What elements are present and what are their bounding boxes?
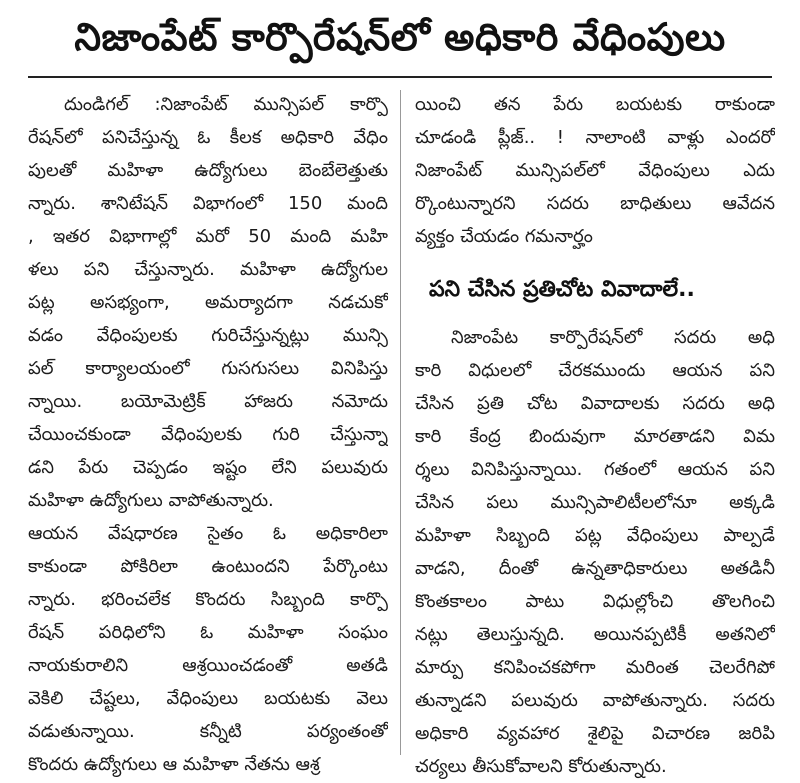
article-line: చూడండి ప్లీజ్.. ! నాలాంటి వాళ్లు ఎందరో <box>415 127 775 148</box>
article-line: డని పేరు చెప్పడం ఇష్టం లేని పలువురు <box>28 457 388 478</box>
article-right-column <box>415 88 775 783</box>
article-line: దుండిగల్ :నిజాంపేట్ మున్సిపల్ కార్పొ <box>64 94 388 115</box>
article-line: మహిళా సిబ్బంది పట్ల వేధింపులు పాల్పడే <box>415 525 775 546</box>
article-line: ర్శలు వినిపిస్తున్నాయి. గతంలో ఆయన పని <box>415 459 775 480</box>
article-line: నాయకురాలిని ఆశ్రయించడంతో అతడి <box>28 655 388 676</box>
article-line: చేయించకుండా వేధింపులకు గురి చేస్తున్నా <box>28 424 388 445</box>
article-line: నిజాంపేట్ మున్సిపల్‌లో వేధింపులు ఎదు <box>415 160 775 181</box>
article-line: వాడని, దీంతో ఉన్నతాధికారులు అతడినీ <box>415 558 775 579</box>
article-line: కొంతకాలం పాటు విధుల్లోంచి తొలగించి <box>415 591 775 612</box>
article-line: ళలు పని చేస్తున్నారు. మహిళా ఉద్యోగుల <box>28 259 388 280</box>
article-line: తున్నాడని పలువురు వాపోతున్నారు. సదరు <box>415 690 775 711</box>
article-line: న్నారు. శానిటేషన్ విభాగంలో 150 మంది <box>28 193 388 214</box>
column-divider <box>400 90 401 755</box>
subheading: పని చేసిన ప్రతిచోట వివాదాలే.. <box>429 277 695 302</box>
article-line: వడం వేధింపులకు గురిచేస్తున్నట్లు మున్సి <box>28 325 388 346</box>
article-line: నిజాంపేట కార్పొరేషన్‌లో సదరు అధి <box>451 327 775 348</box>
article-line: కొందరు ఉద్యోగులు ఆ మహిళా నేతను ఆశ్ర <box>28 754 320 775</box>
article-line: వ్యక్తం చేయడం గమనార్హం <box>415 226 593 247</box>
article-line: అధికారి వ్యవహార శైలిపై విచారణ జరిపి <box>415 723 775 744</box>
article-line: చేసిన పలు మున్సిపాలిటీలలోనూ అక్కడి <box>415 492 775 513</box>
article-line: , ఇతర విభాగాల్లో మరో 50 మంది మహి <box>28 226 388 247</box>
article-line: న్నాయి. బయోమెట్రిక్ హాజరు నమోదు <box>28 391 388 412</box>
article-line: పట్ల అసభ్యంగా, అమర్యాదగా నడచుకో <box>28 292 388 313</box>
article-left-column <box>28 88 388 781</box>
article-line: రేషన్ పరిధిలోని ఓ మహిళా సంఘం <box>28 622 388 643</box>
right-bottom-lines <box>415 321 775 783</box>
article-line: నట్లు తెలుస్తున్నది. అయినప్పటికీ అతనిలో <box>415 624 775 645</box>
article-line: ఆయన వేషధారణ సైతం ఓ అధికారిలా <box>28 523 388 544</box>
right-top-lines <box>415 88 775 253</box>
article-line: కారి కేంద్ర బిందువుగా మారతాడని విమ <box>415 426 775 447</box>
headline: నిజాంపేట్ కార్పొరేషన్‌లో అధికారి వేధింపులు <box>74 15 726 59</box>
article-line: ర్కొంటున్నారని సదరు బాధితులు ఆవేదన <box>415 193 775 214</box>
headline-rule <box>28 76 772 78</box>
article-line: చర్యలు తీసుకోవాలని కోరుతున్నారు. <box>415 756 667 777</box>
article-line: పల్ కార్యాలయంలో గుసగుసలు వినిపిస్తు <box>28 358 388 379</box>
article-line: కాకుండా పోకిరిలా ఉంటుందని పేర్కొంటు <box>28 556 388 577</box>
article-line: యించి తన పేరు బయటకు రాకుండా <box>415 94 775 115</box>
article-line: కారి విధులలో చేరకముందు ఆయన పని <box>415 360 775 381</box>
article-line: మార్పు కనిపించకపోగా మరింత చెలరేగిపో <box>415 657 775 678</box>
article-line: పులతో మహిళా ఉద్యోగులు బెంబేలెత్తుతు <box>28 160 388 181</box>
article-line: రేషన్‌లో పనిచేస్తున్న ఓ కీలక అధికారి వేధిం <box>28 127 388 148</box>
article-line: వడుతున్నాయి. కన్నీటి పర్యంతంతో <box>28 721 388 742</box>
article-line: మహిళా ఉద్యోగులు వాపోతున్నారు. <box>28 490 274 511</box>
article-line: న్నారు. భరించలేక కొందరు సిబ్బంది కార్పొ <box>28 589 388 610</box>
article-line: చేసిన ప్రతి చోట వివాదాలకు సదరు అధి <box>415 393 775 414</box>
article-line: వెకిలి చేష్టలు, వేధింపులు బయటకు వెలు <box>28 688 388 709</box>
